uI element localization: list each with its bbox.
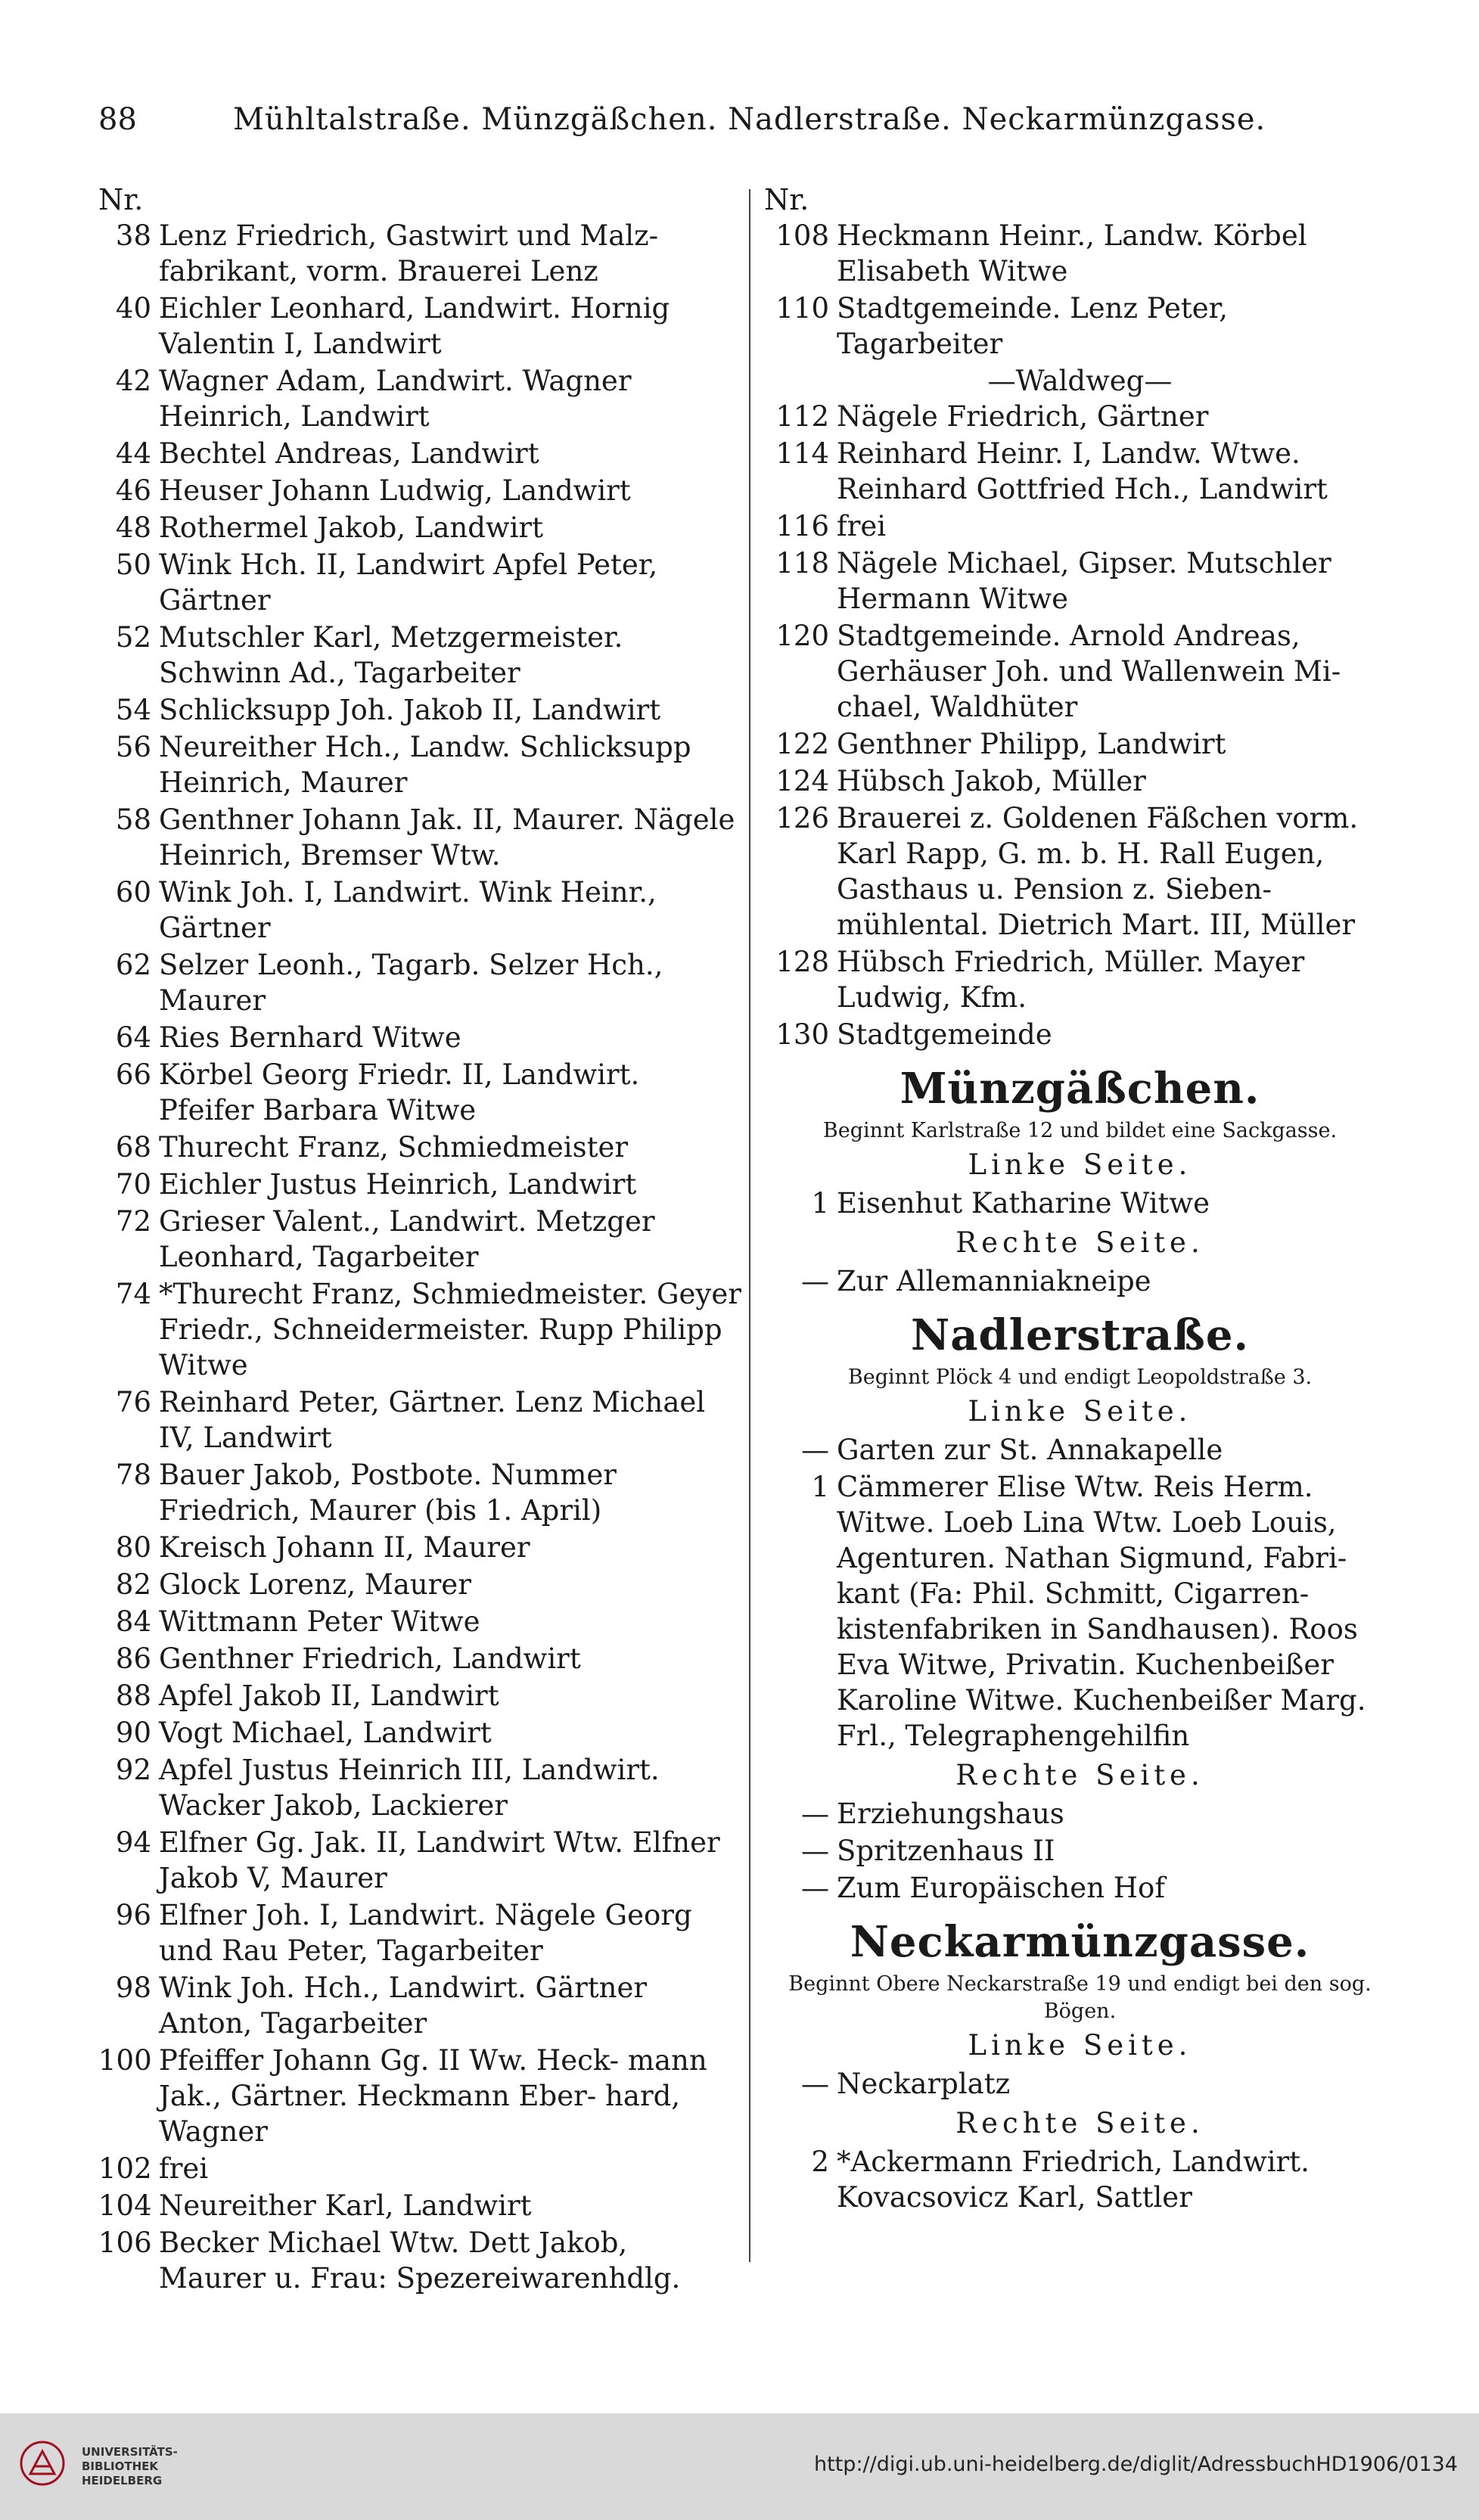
house-number: 108 (775, 219, 829, 252)
address-entry (98, 1457, 741, 1528)
house-number: 96 (115, 1899, 151, 1931)
address-entry (764, 291, 1396, 362)
resident-text: Grieser Valent., Landwirt. Metzger Leonhard, Tagarbeiter (159, 1205, 655, 1273)
house-number: 78 (115, 1459, 151, 1491)
house-number: 80 (115, 1531, 151, 1564)
house-number: 112 (775, 400, 829, 433)
house-number: 72 (115, 1205, 151, 1238)
resident-text: Thurecht Franz, Schmiedmeister (159, 1131, 629, 1164)
house-number: — (801, 1835, 829, 1867)
resident-text: Erziehungshaus (837, 1798, 1064, 1830)
resident-text: Neureither Hch., Landw. Schlicksupp Heinrich, Maurer (159, 731, 691, 799)
address-entry (98, 692, 741, 728)
house-number: 44 (115, 437, 151, 470)
resident-text: Heuser Johann Ludwig, Landwirt (159, 474, 631, 507)
address-entry (98, 802, 741, 873)
address-entry (98, 1604, 741, 1639)
resident-text: Bechtel Andreas, Landwirt (159, 437, 539, 470)
resident-text: Wink Joh. I, Landwirt. Wink Heinr., Gärtner (159, 876, 657, 944)
resident-text: Stadtgemeinde. Arnold Andreas, Gerhäuser Joh. und Wallenwein Mi- chael, Waldhüter (837, 620, 1341, 723)
address-entry (98, 1204, 741, 1275)
house-number: 52 (115, 621, 151, 654)
resident-text: Reinhard Heinr. I, Landw. Wtwe. Reinhard Gottfried Hch., Landwirt (837, 437, 1328, 505)
resident-text: Reinhard Peter, Gärtner. Lenz Michael IV, Landwirt (159, 1386, 706, 1454)
resident-text: Ries Bernhard Witwe (159, 1021, 461, 1054)
address-entry (98, 1020, 741, 1055)
house-number: 50 (115, 548, 151, 581)
house-number: 46 (115, 474, 151, 507)
left-side-heading: Linke Seite. (968, 2029, 1192, 2062)
resident-text: Wink Joh. Hch., Landwirt. Gärtner Anton, Tagarbeiter (159, 1972, 648, 2040)
resident-text: Schlicksupp Joh. Jakob II, Landwirt (159, 694, 661, 726)
address-entry (98, 1825, 741, 1896)
address-entry (98, 291, 741, 362)
column-divider (749, 189, 750, 2262)
resident-text: Lenz Friedrich, Gastwirt und Malz- fabrikant, vorm. Brauerei Lenz (159, 219, 659, 287)
address-entry (98, 1384, 741, 1456)
resident-text: Kreisch Johann II, Maurer (159, 1531, 530, 1564)
section-neckarmuenzgasse (764, 1913, 1396, 2215)
resident-text: Neckarplatz (837, 2068, 1011, 2100)
section-muenzgaesschen (764, 1060, 1396, 1299)
address-entry (764, 1432, 1396, 1468)
resident-text: Elfner Joh. I, Landwirt. Nägele Georg und Rau Peter, Tagarbeiter (159, 1899, 692, 1967)
resident-text: Stadtgemeinde (837, 1018, 1052, 1051)
house-number: — (801, 1798, 829, 1830)
address-entry (98, 2188, 741, 2223)
house-number: 62 (115, 949, 151, 981)
house-number: 76 (115, 1386, 151, 1418)
entry-list (764, 2144, 1396, 2215)
resident-text: Eisenhut Katharine Witwe (837, 1187, 1210, 1220)
page-header (98, 89, 1400, 150)
resident-text: Becker Michael Wtw. Dett Jakob, Maurer u. Frau: Spezereiwarenhdlg. (159, 2226, 681, 2295)
address-entry (98, 1129, 741, 1165)
resident-text: Hübsch Jakob, Müller (837, 765, 1146, 797)
house-number: 48 (115, 511, 151, 544)
address-entry (764, 1263, 1396, 1299)
house-number: 92 (115, 1754, 151, 1786)
house-number: 102 (98, 2152, 152, 2185)
resident-text: Elfner Gg. Jak. II, Landwirt Wtw. Elfner Jakob V, Maurer (159, 1826, 720, 1894)
house-number: 110 (775, 292, 829, 325)
right-side-heading: Rechte Seite. (955, 1226, 1204, 1259)
house-number: 2 (811, 2146, 829, 2178)
resident-text: Pfeiffer Johann Gg. II Ww. Heck- mann Jak., Gärtner. Heckmann Eber- hard, Wagner (159, 2044, 707, 2148)
resident-text: Spritzenhaus II (837, 1835, 1055, 1867)
house-number: 1 (811, 1471, 829, 1503)
resident-text: Wagner Adam, Landwirt. Wagner Heinrich, Landwirt (159, 365, 632, 433)
resident-text: Wittmann Peter Witwe (159, 1605, 480, 1638)
address-entry (98, 2043, 741, 2149)
address-entry (764, 508, 1396, 544)
resident-text: Selzer Leonh., Tagarb. Selzer Hch., Maurer (159, 949, 663, 1017)
address-entry (98, 363, 741, 434)
address-entry (98, 547, 741, 618)
resident-text: Apfel Jakob II, Landwirt (159, 1679, 499, 1712)
resident-text: *Ackermann Friedrich, Landwirt. Kovacsovicz Karl, Sattler (837, 2146, 1310, 2214)
house-number: 42 (115, 365, 151, 397)
left-side-heading: Linke Seite. (968, 1148, 1192, 1181)
address-entry (98, 436, 741, 471)
resident-text: frei (837, 510, 887, 542)
address-entry (98, 729, 741, 800)
resident-text: Neureither Karl, Landwirt (159, 2189, 532, 2222)
address-entry (764, 618, 1396, 725)
library-name: UNIVERSITÄTS- BIBLIOTHEK HEIDELBERG (82, 2445, 178, 2487)
resident-text: Vogt Michael, Landwirt (159, 1717, 492, 1749)
house-number: 124 (775, 765, 829, 797)
house-number: 106 (98, 2226, 152, 2259)
address-entry (764, 944, 1396, 1015)
resident-text: Cämmerer Elise Wtw. Reis Herm. Witwe. Loeb Lina Wtw. Loeb Louis, Agenturen. Nathan Sigmund, Fabri- kant (Fa: Phil. Schmitt, Cigarren- kistenfabriken in Sandhausen). Roos Eva Witwe, Privatin. Kuchenbeißer Karoline Witwe. Kuchenbeißer Marg. Frl., Telegraphengehilfin (837, 1471, 1366, 1752)
address-entry (98, 1678, 741, 1714)
house-number: 84 (115, 1605, 151, 1638)
address-entry (98, 1752, 741, 1823)
resident-text: *Thurecht Franz, Schmiedmeister. Geyer Friedr., Schneidermeister. Rupp Philipp Witwe (159, 1278, 741, 1381)
house-number: 98 (115, 1972, 151, 2004)
address-entry (98, 1167, 741, 1202)
house-number: 122 (775, 728, 829, 760)
resident-text: Hübsch Friedrich, Müller. Mayer Ludwig, Kfm. (837, 946, 1305, 1014)
address-entry (98, 473, 741, 508)
university-library-logo-icon (20, 2441, 65, 2486)
section-nadlerstrasse (764, 1307, 1396, 1906)
source-url[interactable]: http://digi.ub.uni-heidelberg.de/diglit/AdressbuchHD1906/0134 (814, 2453, 1458, 2476)
nr-label: Nr. (764, 183, 809, 216)
section-description: Beginnt Obere Neckarstraße 19 und endigt bei den sog. Bögen. (788, 1972, 1372, 2023)
address-entry (98, 218, 741, 289)
address-entry (764, 2066, 1396, 2102)
address-entry (764, 545, 1396, 617)
right-entry-list-b (764, 399, 1396, 1052)
house-number: 128 (775, 946, 829, 978)
running-title: Mühltalstraße. Münzgäßchen. Nadlerstraße. Neckarmünzgasse. (233, 102, 1266, 137)
address-entry (764, 726, 1396, 762)
entry-list (764, 1796, 1396, 1906)
house-number: 94 (115, 1826, 151, 1859)
address-entry (98, 1567, 741, 1602)
resident-text: Genthner Friedrich, Landwirt (159, 1642, 581, 1675)
resident-text: Brauerei z. Goldenen Fäßchen vorm. Karl Rapp, G. m. b. H. Rall Eugen, Gasthaus u. Pension z. Sieben- mühlental. Dietrich Mart. III, Müller (837, 802, 1359, 941)
house-number: 74 (115, 1278, 151, 1310)
address-entry (764, 436, 1396, 507)
left-entry-list (98, 218, 741, 2296)
entry-list (764, 1263, 1396, 1299)
house-number: 56 (115, 731, 151, 763)
address-entry (98, 1276, 741, 1383)
house-number: 130 (775, 1018, 829, 1051)
address-entry (98, 510, 741, 545)
resident-text: Genthner Philipp, Landwirt (837, 728, 1226, 760)
resident-text: Apfel Justus Heinrich III, Landwirt. Wacker Jakob, Lackierer (159, 1754, 660, 1822)
house-number: 60 (115, 876, 151, 909)
house-number: — (801, 2068, 829, 2100)
address-entry (98, 1970, 741, 2041)
resident-text: Stadtgemeinde. Lenz Peter, Tagarbeiter (837, 292, 1228, 360)
resident-text: Genthner Johann Jak. II, Maurer. Nägele Heinrich, Bremser Wtw. (159, 803, 735, 872)
address-entry (764, 399, 1396, 434)
house-number: 86 (115, 1642, 151, 1675)
house-number: — (801, 1434, 829, 1466)
resident-text: Garten zur St. Annakapelle (837, 1434, 1223, 1466)
address-entry (98, 2225, 741, 2296)
house-number: 90 (115, 1717, 151, 1749)
house-number: — (801, 1872, 829, 1904)
nr-label: Nr. (98, 183, 144, 216)
right-side-heading: Rechte Seite. (955, 1759, 1204, 1791)
house-number: 100 (98, 2044, 152, 2077)
house-number: 64 (115, 1021, 151, 1054)
address-entry (764, 1017, 1396, 1052)
section-description: Beginnt Karlstraße 12 und bildet eine Sackgasse. (822, 1119, 1338, 1142)
address-entry (98, 1641, 741, 1676)
resident-text: Mutschler Karl, Metzgermeister. Schwinn Ad., Tagarbeiter (159, 621, 623, 689)
address-entry (764, 800, 1396, 943)
house-number: 114 (775, 437, 829, 470)
resident-text: Bauer Jakob, Postbote. Nummer Friedrich, Maurer (bis 1. April) (159, 1459, 617, 1527)
section-title: Münzgäßchen. (900, 1064, 1260, 1114)
resident-text: Heckmann Heinr., Landw. Körbel Elisabeth Witwe (837, 219, 1307, 287)
address-entry (98, 620, 741, 691)
house-number: 66 (115, 1058, 151, 1091)
left-side-heading: Linke Seite. (968, 1395, 1192, 1428)
resident-text: frei (159, 2152, 209, 2185)
resident-text: Eichler Justus Heinrich, Landwirt (159, 1168, 637, 1201)
house-number: 58 (115, 803, 151, 836)
address-entry (764, 1796, 1396, 1832)
entry-list (764, 1185, 1396, 1221)
waldweg-separator: —Waldweg— (987, 365, 1173, 397)
address-entry (764, 218, 1396, 289)
address-entry (764, 2144, 1396, 2215)
address-entry (98, 947, 741, 1018)
left-column (98, 182, 741, 2298)
house-number: 1 (811, 1187, 829, 1220)
house-number: 118 (775, 547, 829, 580)
entry-list (764, 2066, 1396, 2102)
house-number: 104 (98, 2189, 152, 2222)
page-number: 88 (98, 102, 137, 137)
house-number: 116 (775, 510, 829, 542)
viewer-footer (0, 2413, 1479, 2520)
resident-text: Nägele Michael, Gipser. Mutschler Hermann Witwe (837, 547, 1331, 615)
address-entry (98, 2151, 741, 2186)
resident-text: Glock Lorenz, Maurer (159, 1568, 471, 1601)
address-entry (98, 1715, 741, 1751)
right-side-heading: Rechte Seite. (955, 2107, 1204, 2139)
address-entry (764, 1870, 1396, 1906)
section-description: Beginnt Plöck 4 und endigt Leopoldstraße 3. (847, 1366, 1313, 1389)
house-number: 82 (115, 1568, 151, 1601)
house-number: — (801, 1265, 829, 1297)
house-number: 88 (115, 1679, 151, 1712)
address-entry (764, 1833, 1396, 1869)
resident-text: Zum Europäischen Hof (837, 1872, 1166, 1904)
address-entry (98, 1057, 741, 1128)
resident-text: Zur Allemanniakneipe (837, 1265, 1151, 1297)
address-entry (98, 1530, 741, 1565)
house-number: 126 (775, 802, 829, 834)
house-number: 120 (775, 620, 829, 652)
resident-text: Nägele Friedrich, Gärtner (837, 400, 1209, 433)
house-number: 38 (115, 219, 151, 252)
right-entry-list-a (764, 218, 1396, 362)
address-entry (98, 1897, 741, 1968)
resident-text: Eichler Leonhard, Landwirt. Hornig Valentin I, Landwirt (159, 292, 670, 360)
house-number: 70 (115, 1168, 151, 1201)
address-entry (764, 763, 1396, 799)
address-entry (98, 875, 741, 946)
right-column (764, 182, 1396, 2217)
section-title: Neckarmünzgasse. (850, 1917, 1310, 1967)
house-number: 68 (115, 1131, 151, 1164)
resident-text: Körbel Georg Friedr. II, Landwirt. Pfeifer Barbara Witwe (159, 1058, 640, 1126)
entry-list (764, 1432, 1396, 1754)
house-number: 54 (115, 694, 151, 726)
resident-text: Wink Hch. II, Landwirt Apfel Peter, Gärtner (159, 548, 658, 617)
resident-text: Rothermel Jakob, Landwirt (159, 511, 543, 544)
address-entry (764, 1185, 1396, 1221)
house-number: 40 (115, 292, 151, 325)
section-title: Nadlerstraße. (911, 1310, 1249, 1360)
address-entry (764, 1469, 1396, 1754)
